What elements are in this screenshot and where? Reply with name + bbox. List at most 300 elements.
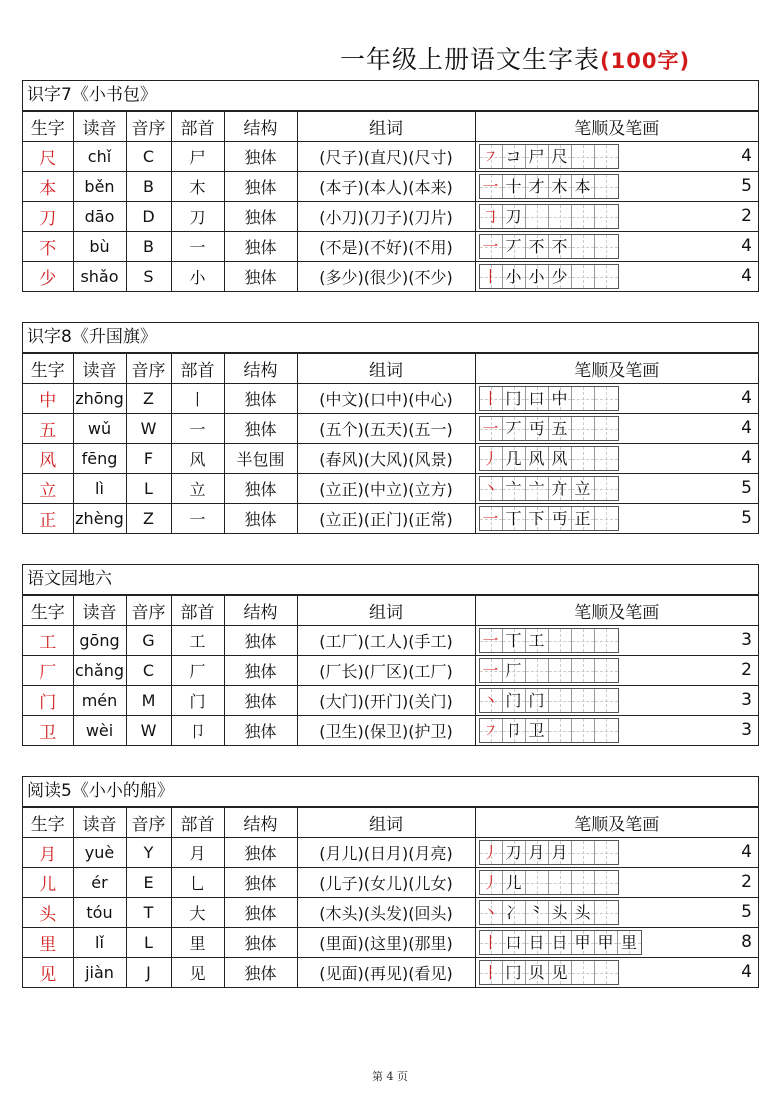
stroke-step <box>549 901 572 924</box>
cell-strokes <box>475 202 758 232</box>
header-words: 组词 <box>297 112 475 142</box>
cell-words: (五个)(五天)(五一) <box>297 414 475 444</box>
stroke-step-glyph: 风 <box>528 449 545 468</box>
stroke-step <box>526 175 549 198</box>
cell-strokes <box>475 626 758 656</box>
cell-order: C <box>126 656 171 686</box>
cell-structure: 独体 <box>224 838 297 868</box>
stroke-step-glyph: 一 <box>482 631 499 650</box>
stroke-order-grid <box>479 264 619 289</box>
stroke-step <box>526 931 549 954</box>
stroke-step <box>480 961 503 984</box>
cell-words: (本子)(本人)(本来) <box>297 172 475 202</box>
stroke-step <box>503 629 526 652</box>
stroke-count: 3 <box>741 720 752 740</box>
cell-order: W <box>126 414 171 444</box>
cell-radical: 刀 <box>171 202 224 232</box>
stroke-step-glyph: 丿 <box>482 873 499 892</box>
cell-pinyin: bù <box>73 232 126 262</box>
stroke-step-glyph: 工 <box>528 631 545 650</box>
stroke-step <box>480 507 503 530</box>
stroke-step-glyph: ㇇ <box>482 721 499 740</box>
cell-pinyin: shǎo <box>73 262 126 292</box>
header-order: 音序 <box>126 112 171 142</box>
stroke-step-glyph: 中 <box>551 389 568 408</box>
cell-order: C <box>126 142 171 172</box>
stroke-step-glyph: 刀 <box>505 207 522 226</box>
header-char: 生字 <box>23 808 73 838</box>
table-row <box>23 384 758 414</box>
header-radical: 部首 <box>171 354 224 384</box>
stroke-step <box>549 205 572 228</box>
cell-structure: 独体 <box>224 384 297 414</box>
cell-char: 立 <box>23 474 73 504</box>
stroke-step <box>503 659 526 682</box>
cell-structure: 独体 <box>224 656 297 686</box>
stroke-step <box>480 477 503 500</box>
stroke-step <box>595 205 618 228</box>
stroke-step-glyph: 小 <box>505 267 522 286</box>
table-row <box>23 716 758 746</box>
stroke-count: 2 <box>741 660 752 680</box>
stroke-order-grid <box>479 900 619 925</box>
cell-order: L <box>126 474 171 504</box>
stroke-step <box>572 629 595 652</box>
stroke-step-glyph: 口 <box>528 389 545 408</box>
cell-strokes <box>475 716 758 746</box>
stroke-step <box>595 447 618 470</box>
stroke-step-glyph: ㇆ <box>482 207 499 226</box>
table-row <box>23 958 758 988</box>
stroke-step <box>572 871 595 894</box>
stroke-step <box>503 447 526 470</box>
section-3 <box>22 776 759 988</box>
stroke-step-glyph: ㇇ <box>482 147 499 166</box>
cell-words: (见面)(再见)(看见) <box>297 958 475 988</box>
cell-order: Z <box>126 384 171 414</box>
cell-radical: 木 <box>171 172 224 202</box>
stroke-step-glyph: 十 <box>505 177 522 196</box>
page-number: 第 4 页 <box>372 1070 408 1083</box>
cell-order: B <box>126 172 171 202</box>
header-char: 生字 <box>23 354 73 384</box>
stroke-count: 4 <box>741 388 752 408</box>
stroke-step <box>572 205 595 228</box>
cell-structure: 独体 <box>224 898 297 928</box>
stroke-step <box>572 841 595 864</box>
stroke-step <box>572 235 595 258</box>
stroke-count: 5 <box>741 176 752 196</box>
cell-order: W <box>126 716 171 746</box>
cell-structure: 独体 <box>224 172 297 202</box>
cell-structure: 独体 <box>224 142 297 172</box>
stroke-step-glyph: 立 <box>574 479 591 498</box>
cell-radical: 门 <box>171 686 224 716</box>
stroke-step <box>595 417 618 440</box>
stroke-count: 4 <box>741 418 752 438</box>
stroke-step <box>549 507 572 530</box>
cell-strokes <box>475 142 758 172</box>
section-title: 语文园地六 <box>23 565 758 595</box>
cell-strokes <box>475 928 758 958</box>
stroke-step <box>572 477 595 500</box>
header-structure: 结构 <box>224 354 297 384</box>
header-structure: 结构 <box>224 808 297 838</box>
stroke-step <box>480 629 503 652</box>
stroke-step <box>526 901 549 924</box>
stroke-step <box>595 961 618 984</box>
stroke-step <box>618 931 641 954</box>
stroke-step <box>549 931 572 954</box>
stroke-step <box>549 961 572 984</box>
table-row <box>23 414 758 444</box>
section-1 <box>22 322 759 534</box>
table-row <box>23 656 758 686</box>
stroke-count: 5 <box>741 902 752 922</box>
stroke-step-glyph: 丨 <box>482 933 499 952</box>
cell-char: 头 <box>23 898 73 928</box>
stroke-step-glyph: 丅 <box>505 631 522 650</box>
stroke-step <box>480 447 503 470</box>
stroke-order-grid <box>479 234 619 259</box>
stroke-step <box>480 871 503 894</box>
stroke-step <box>572 961 595 984</box>
table-row <box>23 868 758 898</box>
cell-words: (木头)(头发)(回头) <box>297 898 475 928</box>
stroke-step-glyph: 丨 <box>482 389 499 408</box>
cell-order: S <box>126 262 171 292</box>
stroke-step <box>549 145 572 168</box>
cell-radical: 厂 <box>171 656 224 686</box>
stroke-step <box>480 175 503 198</box>
stroke-step <box>526 689 549 712</box>
cell-char: 中 <box>23 384 73 414</box>
cell-words: (月儿)(日月)(月亮) <box>297 838 475 868</box>
cell-strokes <box>475 898 758 928</box>
stroke-step <box>572 417 595 440</box>
table-row <box>23 686 758 716</box>
cell-words: (厂长)(厂区)(工厂) <box>297 656 475 686</box>
stroke-step <box>549 659 572 682</box>
stroke-step-glyph: 卫 <box>528 721 545 740</box>
stroke-step-glyph: 日 <box>551 933 568 952</box>
stroke-step <box>526 841 549 864</box>
stroke-step <box>526 205 549 228</box>
cell-pinyin: wèi <box>73 716 126 746</box>
cell-radical: 风 <box>171 444 224 474</box>
cell-structure: 独体 <box>224 626 297 656</box>
stroke-step <box>595 931 618 954</box>
cell-structure: 半包围 <box>224 444 297 474</box>
stroke-step <box>549 477 572 500</box>
stroke-step <box>526 659 549 682</box>
stroke-order-grid <box>479 386 619 411</box>
cell-strokes <box>475 384 758 414</box>
cell-strokes <box>475 868 758 898</box>
stroke-step-glyph: 刀 <box>505 843 522 862</box>
stroke-step <box>526 145 549 168</box>
cell-order: M <box>126 686 171 716</box>
stroke-step <box>595 507 618 530</box>
stroke-step <box>572 931 595 954</box>
stroke-step <box>549 175 572 198</box>
table-row <box>23 898 758 928</box>
stroke-step-glyph: 甲 <box>597 933 614 952</box>
cell-radical: 里 <box>171 928 224 958</box>
stroke-step <box>595 689 618 712</box>
header-char: 生字 <box>23 596 73 626</box>
stroke-step <box>503 265 526 288</box>
stroke-step <box>480 719 503 742</box>
stroke-step <box>572 659 595 682</box>
cell-char: 本 <box>23 172 73 202</box>
stroke-step <box>503 235 526 258</box>
cell-strokes <box>475 474 758 504</box>
stroke-order-grid <box>479 688 619 713</box>
stroke-count: 5 <box>741 478 752 498</box>
cell-order: G <box>126 626 171 656</box>
stroke-order-grid <box>479 840 619 865</box>
page-title <box>340 40 760 80</box>
cell-pinyin: chǐ <box>73 142 126 172</box>
cell-radical: 大 <box>171 898 224 928</box>
stroke-step-glyph: 尸 <box>528 147 545 166</box>
stroke-step <box>549 447 572 470</box>
stroke-step <box>595 871 618 894</box>
header-strokes: 笔顺及笔画 <box>475 596 758 626</box>
stroke-step <box>480 387 503 410</box>
stroke-count: 8 <box>741 932 752 952</box>
stroke-step-glyph: 月 <box>528 843 545 862</box>
table-row <box>23 626 758 656</box>
cell-pinyin: tóu <box>73 898 126 928</box>
cell-radical: 卩 <box>171 716 224 746</box>
stroke-step-glyph: 不 <box>551 237 568 256</box>
cell-words: (卫生)(保卫)(护卫) <box>297 716 475 746</box>
cell-order: B <box>126 232 171 262</box>
stroke-step <box>503 507 526 530</box>
stroke-step <box>595 629 618 652</box>
header-strokes: 笔顺及笔画 <box>475 354 758 384</box>
cell-pinyin: dāo <box>73 202 126 232</box>
cell-strokes <box>475 232 758 262</box>
stroke-step-glyph: 一 <box>482 419 499 438</box>
cell-order: Z <box>126 504 171 534</box>
table-row <box>23 928 758 958</box>
cell-strokes <box>475 444 758 474</box>
stroke-step-glyph: 丆 <box>505 419 522 438</box>
cell-char: 正 <box>23 504 73 534</box>
stroke-order-grid <box>479 658 619 683</box>
cell-structure: 独体 <box>224 504 297 534</box>
stroke-step-glyph: 丅 <box>505 509 522 528</box>
cell-pinyin: mén <box>73 686 126 716</box>
stroke-step-glyph: 贝 <box>528 963 545 982</box>
stroke-step <box>503 901 526 924</box>
stroke-step <box>572 387 595 410</box>
stroke-step <box>503 175 526 198</box>
cell-words: (工厂)(工人)(手工) <box>297 626 475 656</box>
stroke-step-glyph: 冂 <box>505 963 522 982</box>
stroke-step-glyph: 丿 <box>482 843 499 862</box>
stroke-step <box>503 477 526 500</box>
stroke-step-glyph: 风 <box>551 449 568 468</box>
stroke-step <box>526 265 549 288</box>
cell-char: 门 <box>23 686 73 716</box>
cell-strokes <box>475 958 758 988</box>
stroke-step-glyph: 丶 <box>482 691 499 710</box>
stroke-step-glyph: 厂 <box>505 661 522 680</box>
cell-order: E <box>126 868 171 898</box>
stroke-step <box>526 507 549 530</box>
cell-order: Y <box>126 838 171 868</box>
stroke-step-glyph: 一 <box>482 237 499 256</box>
header-order: 音序 <box>126 596 171 626</box>
cell-radical: 工 <box>171 626 224 656</box>
stroke-step <box>572 145 595 168</box>
stroke-step <box>503 871 526 894</box>
table-row <box>23 838 758 868</box>
stroke-count: 4 <box>741 236 752 256</box>
cell-strokes <box>475 838 758 868</box>
header-words: 组词 <box>297 596 475 626</box>
stroke-order-grid <box>479 960 619 985</box>
stroke-count: 4 <box>741 266 752 286</box>
stroke-order-grid <box>479 476 619 501</box>
cell-strokes <box>475 656 758 686</box>
page-title-main: 一年级上册语文生字表 <box>340 45 601 74</box>
header-row <box>23 808 758 838</box>
stroke-step <box>595 719 618 742</box>
cell-pinyin: yuè <box>73 838 126 868</box>
header-row <box>23 112 758 142</box>
cell-radical: 小 <box>171 262 224 292</box>
cell-pinyin: fēng <box>73 444 126 474</box>
stroke-order-grid <box>479 174 619 199</box>
stroke-step <box>526 447 549 470</box>
stroke-step <box>549 629 572 652</box>
stroke-step <box>480 235 503 258</box>
cell-char: 少 <box>23 262 73 292</box>
cell-words: (儿子)(女儿)(儿女) <box>297 868 475 898</box>
cell-char: 五 <box>23 414 73 444</box>
cell-strokes <box>475 262 758 292</box>
cell-structure: 独体 <box>224 686 297 716</box>
cell-words: (多少)(很少)(不少) <box>297 262 475 292</box>
section-title: 阅读5《小小的船》 <box>23 777 758 807</box>
cell-radical: 一 <box>171 504 224 534</box>
stroke-step-glyph: 少 <box>551 267 568 286</box>
cell-char: 风 <box>23 444 73 474</box>
stroke-step-glyph: 亠 <box>528 479 545 498</box>
cell-radical: 一 <box>171 414 224 444</box>
cell-char: 儿 <box>23 868 73 898</box>
stroke-step <box>549 235 572 258</box>
section-2 <box>22 564 759 746</box>
stroke-step-glyph: 一 <box>482 661 499 680</box>
stroke-step <box>572 719 595 742</box>
table-row <box>23 444 758 474</box>
cell-words: (尺子)(直尺)(尺寸) <box>297 142 475 172</box>
stroke-step-glyph: 小 <box>528 267 545 286</box>
stroke-step <box>595 841 618 864</box>
cell-radical: 尸 <box>171 142 224 172</box>
cell-strokes <box>475 504 758 534</box>
cell-radical: 乚 <box>171 868 224 898</box>
stroke-step-glyph: 里 <box>620 933 637 952</box>
stroke-step-glyph: 见 <box>551 963 568 982</box>
cell-structure: 独体 <box>224 414 297 444</box>
header-words: 组词 <box>297 354 475 384</box>
stroke-step-glyph: 几 <box>505 449 522 468</box>
cell-words: (春风)(大风)(风景) <box>297 444 475 474</box>
stroke-count: 2 <box>741 872 752 892</box>
section-title: 识字8《升国旗》 <box>23 323 758 353</box>
stroke-step-glyph: 口 <box>505 933 522 952</box>
cell-order: D <box>126 202 171 232</box>
stroke-step <box>549 689 572 712</box>
cell-strokes <box>475 172 758 202</box>
cell-pinyin: zhèng <box>73 504 126 534</box>
stroke-order-grid <box>479 870 619 895</box>
stroke-step <box>572 901 595 924</box>
stroke-order-grid <box>479 506 619 531</box>
header-radical: 部首 <box>171 596 224 626</box>
character-table <box>23 595 758 745</box>
stroke-count: 4 <box>741 842 752 862</box>
header-order: 音序 <box>126 808 171 838</box>
stroke-order-grid <box>479 144 619 169</box>
stroke-step <box>549 871 572 894</box>
stroke-step-glyph: 才 <box>528 177 545 196</box>
stroke-step <box>503 689 526 712</box>
stroke-step-glyph: 丨 <box>482 963 499 982</box>
header-radical: 部首 <box>171 808 224 838</box>
stroke-step <box>572 447 595 470</box>
cell-words: (立正)(中立)(立方) <box>297 474 475 504</box>
cell-pinyin: lì <box>73 474 126 504</box>
stroke-step-glyph: 卩 <box>505 721 522 740</box>
stroke-step <box>503 387 526 410</box>
cell-structure: 独体 <box>224 716 297 746</box>
stroke-step <box>503 719 526 742</box>
stroke-count: 4 <box>741 962 752 982</box>
cell-words: (小刀)(刀子)(刀片) <box>297 202 475 232</box>
stroke-step <box>503 145 526 168</box>
stroke-step <box>480 689 503 712</box>
stroke-step-glyph: ⺀ <box>528 903 545 922</box>
cell-pinyin: ér <box>73 868 126 898</box>
header-order: 音序 <box>126 354 171 384</box>
stroke-step <box>595 477 618 500</box>
header-pinyin: 读音 <box>73 354 126 384</box>
cell-char: 里 <box>23 928 73 958</box>
stroke-step <box>526 961 549 984</box>
stroke-step-glyph: 日 <box>528 933 545 952</box>
stroke-step-glyph: 冂 <box>505 389 522 408</box>
stroke-step <box>503 205 526 228</box>
stroke-step-glyph: 本 <box>574 177 591 196</box>
stroke-step-glyph: 月 <box>551 843 568 862</box>
table-row <box>23 262 758 292</box>
header-pinyin: 读音 <box>73 112 126 142</box>
cell-radical: 立 <box>171 474 224 504</box>
cell-radical: 丨 <box>171 384 224 414</box>
page-title-count: (100字) <box>600 49 691 73</box>
header-pinyin: 读音 <box>73 808 126 838</box>
stroke-step <box>480 931 503 954</box>
stroke-step <box>526 719 549 742</box>
